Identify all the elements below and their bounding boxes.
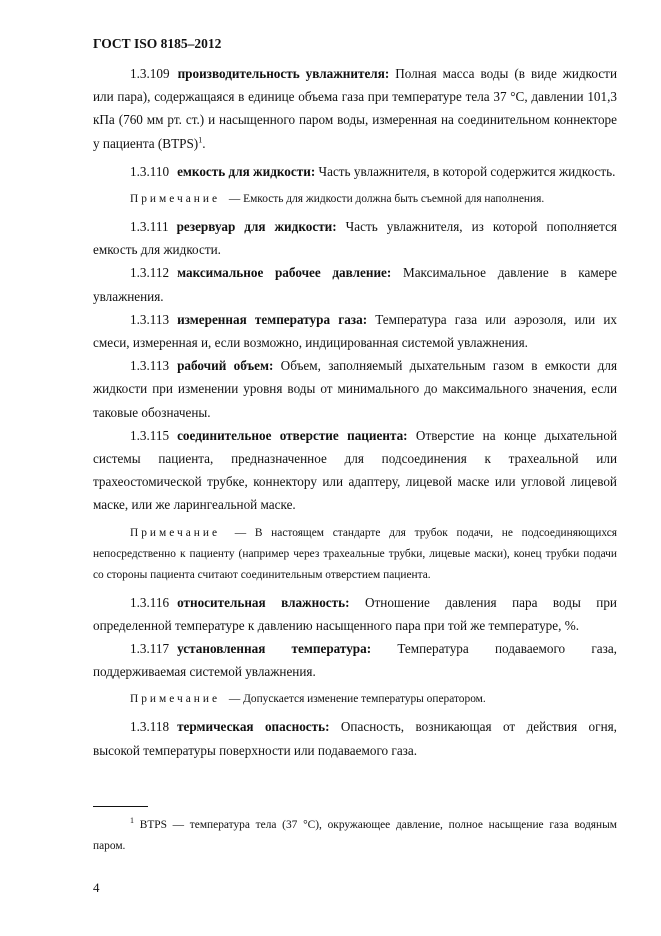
footnote	[93, 815, 617, 857]
footnote-mark: 1	[130, 816, 134, 826]
document-header: ГОСТ ISO 8185–2012	[93, 36, 222, 51]
entry-term: соединительное отверстие пациента:	[177, 427, 408, 443]
entry-tail: .	[202, 135, 206, 151]
entry-term: емкость для жидкости:	[177, 163, 316, 179]
entry-text: Максимальное давление в камере увлажнения.	[93, 265, 617, 304]
note-1-3-117	[93, 689, 617, 710]
note-text: — Допускается изменение температуры оператором.	[226, 693, 486, 706]
entry-1-3-115	[93, 424, 617, 517]
entry-1-3-110	[93, 160, 617, 183]
footnote-text: BTPS — температура тела (37 °С), окружающее давление, полное насыщение газа водяным паром.	[93, 819, 617, 852]
note-label: Примечание	[130, 693, 221, 706]
entry-number: 1.3.111	[130, 219, 169, 235]
entry-term: установленная температура:	[177, 641, 372, 657]
entry-term: термическая опасность:	[177, 719, 330, 735]
footnote-ref: 1	[198, 135, 203, 145]
entry-number: 1.3.113	[130, 358, 170, 374]
note-label: Примечание	[130, 193, 221, 206]
entry-text: Объем, заполняемый дыхательным газом в емкости для жидкости при изменении уровня воды от минимального до максимального значения, если таковые обозначены.	[93, 358, 618, 420]
entry-text: Температура газа или аэрозоля, или их смеси, измеренная и, если возможно, индицированная системой увлажнения.	[93, 311, 617, 351]
entry-1-3-113-working-volume	[93, 354, 617, 424]
entry-term: измеренная температура газа:	[177, 311, 368, 327]
entry-term: рабочий объем:	[177, 358, 274, 374]
note-text: — Емкость для жидкости должна быть съемной для наполнения.	[226, 193, 545, 206]
entry-1-3-117	[93, 637, 617, 683]
entry-number: 1.3.117	[130, 641, 170, 657]
entry-1-3-109	[93, 62, 617, 155]
entry-1-3-112	[93, 261, 617, 307]
entry-number: 1.3.116	[130, 594, 170, 610]
entry-1-3-118	[93, 715, 617, 761]
entry-text: Опасность, возникающая от действия огня, высокой температуры поверхности или подаваемого газа.	[93, 719, 617, 758]
entry-text: Полная масса воды (в виде жидкости или пара), содержащаяся в единице объема газа при температуре тела 37 °С, давлении 101,3 кПа (760 мм рт. ст.) и насыщенного паром воды, измеренная на соединительном коннекторе у пациента (BTPS)	[93, 66, 617, 151]
entry-number: 1.3.109	[130, 66, 170, 81]
entry-number: 1.3.112	[130, 265, 170, 281]
entry-term: резервуар для жидкости:	[176, 219, 337, 235]
note-text: — В настоящем стандарте для трубок подачи, не подсоединяющихся непосредственно к пациенту (например через трахеальные трубки, лицевые маски), конец трубки подачи со стороны пациента считают соединительным отверстием пациента.	[93, 526, 617, 581]
page-number: 4	[93, 880, 100, 895]
entry-1-3-116	[93, 591, 617, 637]
entry-number: 1.3.115	[130, 427, 170, 443]
entry-text: Отношение давления пара воды при определенной температуре к давлению насыщенного пара при той же температуре, %.	[93, 594, 617, 633]
entry-text: Часть увлажнителя, в которой содержится жидкость.	[315, 163, 616, 179]
entry-text: Температура подаваемого газа, поддерживаемая системой увлажнения.	[93, 641, 617, 680]
entry-number: 1.3.110	[130, 163, 170, 179]
footnote-separator	[93, 806, 148, 807]
entry-text: Часть увлажнителя, из которой пополняется емкость для жидкости.	[93, 219, 617, 258]
note-1-3-115	[93, 523, 617, 586]
document-body	[93, 62, 617, 762]
entry-text: Отверстие на конце дыхательной системы пациента, предназначенное для подсоединения к трахеальной или трахеостомической трубке, коннектору или адаптеру, лицевой маске или угловой лицевой маске, или же ларингеальной маске.	[93, 427, 618, 513]
note-label: Примечание	[130, 526, 221, 539]
entry-term: производительность увлажнителя:	[177, 66, 390, 81]
entry-term: максимальное рабочее давление:	[177, 265, 392, 281]
entry-term: относительная влажность:	[177, 594, 350, 610]
entry-1-3-113-gas-temperature	[93, 308, 617, 354]
entry-1-3-111	[93, 215, 617, 261]
entry-number: 1.3.118	[130, 719, 170, 735]
note-1-3-110	[93, 189, 617, 210]
entry-number: 1.3.113	[130, 311, 170, 327]
